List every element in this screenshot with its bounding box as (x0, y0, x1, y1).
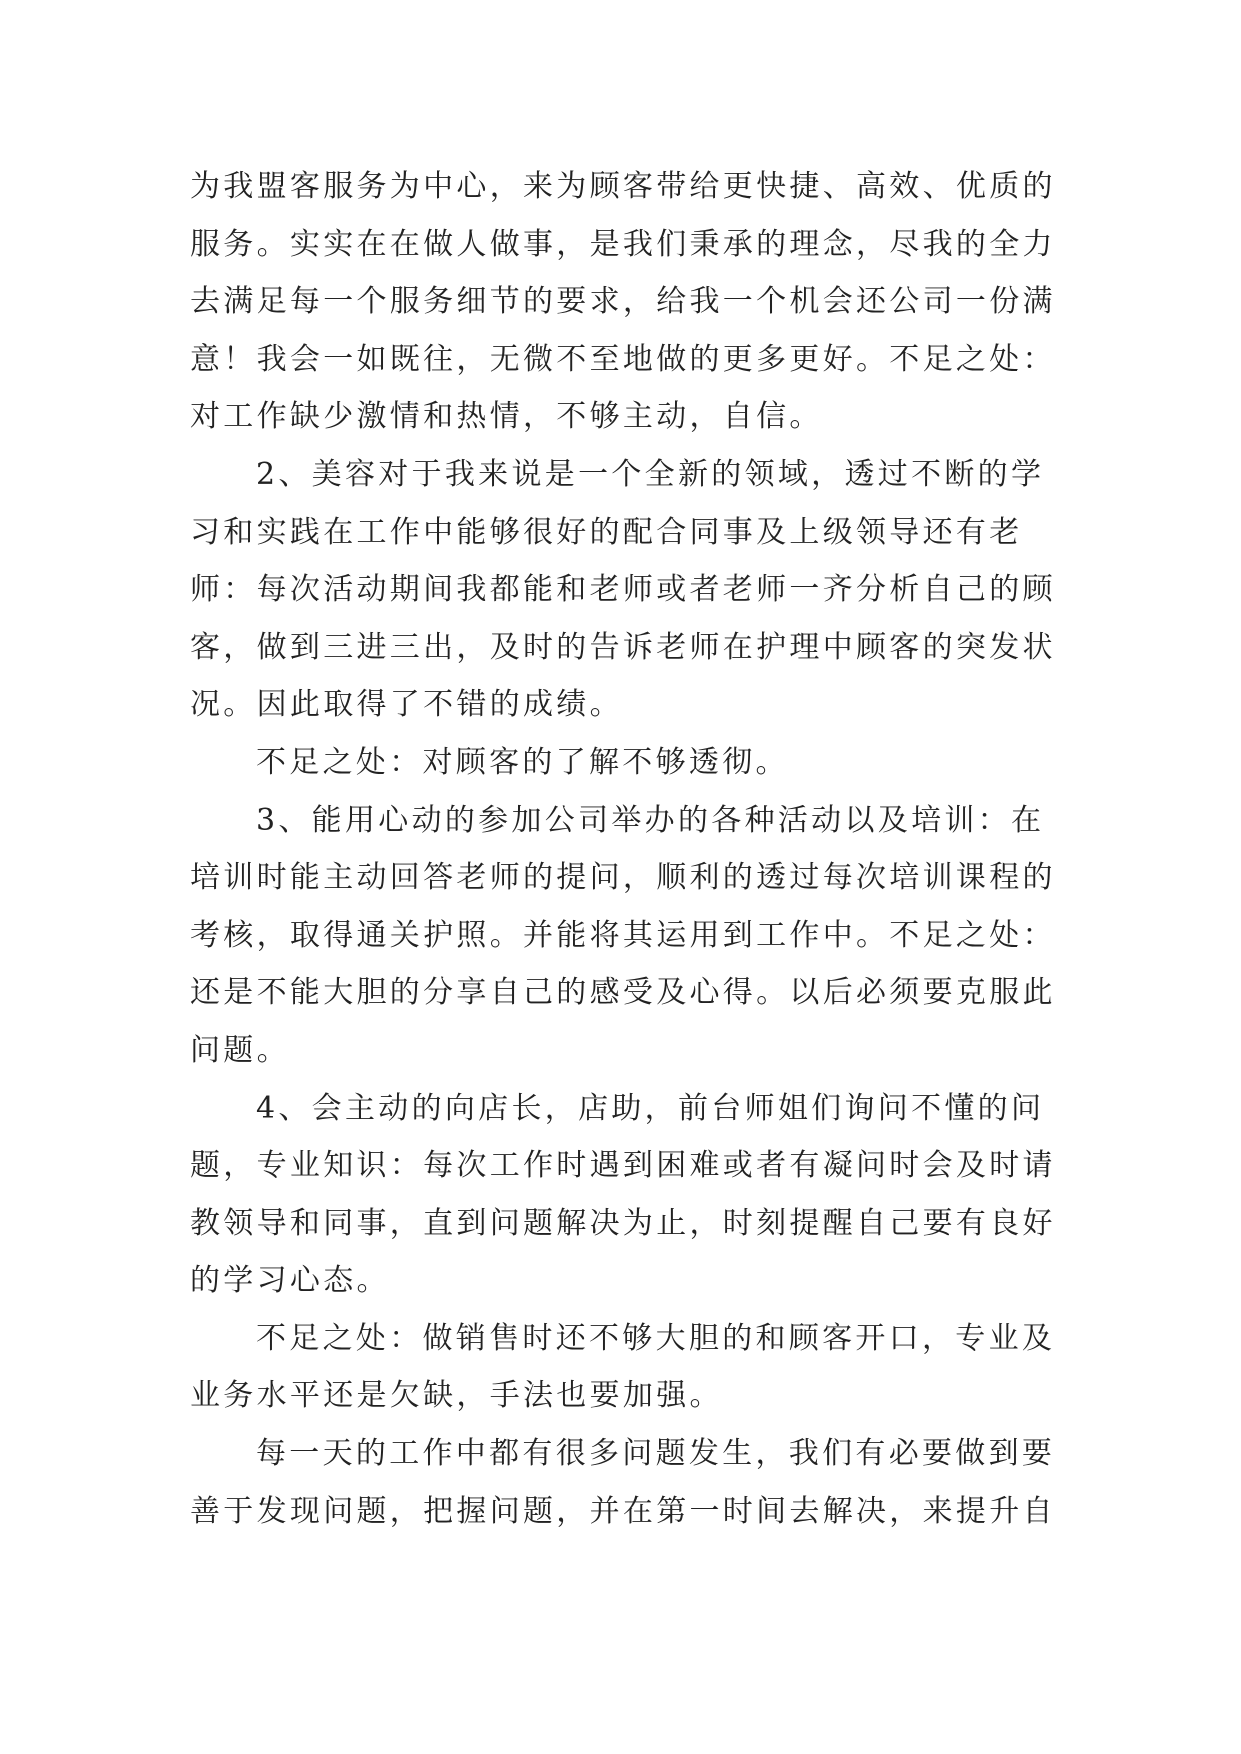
paragraph-start-line: 每一天的工作中都有很多问题发生，我们有必要做到要 (256, 1436, 1056, 1472)
paragraph-start-line: 4、会主动的向店长，店助，前台师姐们询问不懂的问 (256, 1090, 1045, 1126)
text-line: 培训时能主动回答老师的提问，顺利的透过每次培训课程的 (190, 860, 1056, 896)
text-line: 意！我会一如既往，无微不至地做的更多更好。不足之处： (190, 341, 1056, 377)
text-line: 对工作缺少激情和热情，不够主动，自信。 (190, 399, 823, 435)
text-line: 考核，取得通关护照。并能将其运用到工作中。不足之处： (190, 917, 1056, 953)
text-line: 问题。 (190, 1032, 290, 1068)
document-body (190, 158, 1056, 1540)
text-line: 况。因此取得了不错的成绩。 (190, 687, 623, 723)
paragraph-start-line: 不足之处：对顾客的了解不够透彻。 (256, 744, 789, 780)
text-line: 题，专业知识：每次工作时遇到困难或者有凝问时会及时请 (190, 1148, 1056, 1184)
text-line: 客，做到三进三出，及时的告诉老师在护理中顾客的突发状 (190, 629, 1056, 665)
text-line: 业务水平还是欠缺，手法也要加强。 (190, 1378, 723, 1414)
paragraph-start-line: 不足之处：做销售时还不够大胆的和顾客开口，专业及 (256, 1320, 1056, 1356)
text-line: 还是不能大胆的分享自己的感受及心得。以后必须要克服此 (190, 975, 1056, 1011)
text-line: 为我盟客服务为中心，来为顾客带给更快捷、高效、优质的 (190, 169, 1056, 204)
text-line: 师：每次活动期间我都能和老师或者老师一齐分析自己的顾 (190, 572, 1056, 608)
text-line: 善于发现问题，把握问题，并在第一时间去解决，来提升自 (190, 1493, 1056, 1529)
text-line: 习和实践在工作中能够很好的配合同事及上级领导还有老 (190, 514, 1023, 550)
paragraph-start-line: 3、能用心动的参加公司举办的各种活动以及培训：在 (256, 802, 1045, 838)
paragraph-start-line: 2、美容对于我来说是一个全新的领域，透过不断的学 (256, 456, 1045, 492)
text-line: 服务。实实在在做人做事，是我们秉承的理念，尽我的全力 (190, 226, 1056, 262)
text-line: 去满足每一个服务细节的要求，给我一个机会还公司一份满 (190, 284, 1056, 320)
text-line: 的学习心态。 (190, 1263, 390, 1299)
text-line: 教领导和同事，直到问题解决为止，时刻提醒自己要有良好 (190, 1205, 1056, 1241)
